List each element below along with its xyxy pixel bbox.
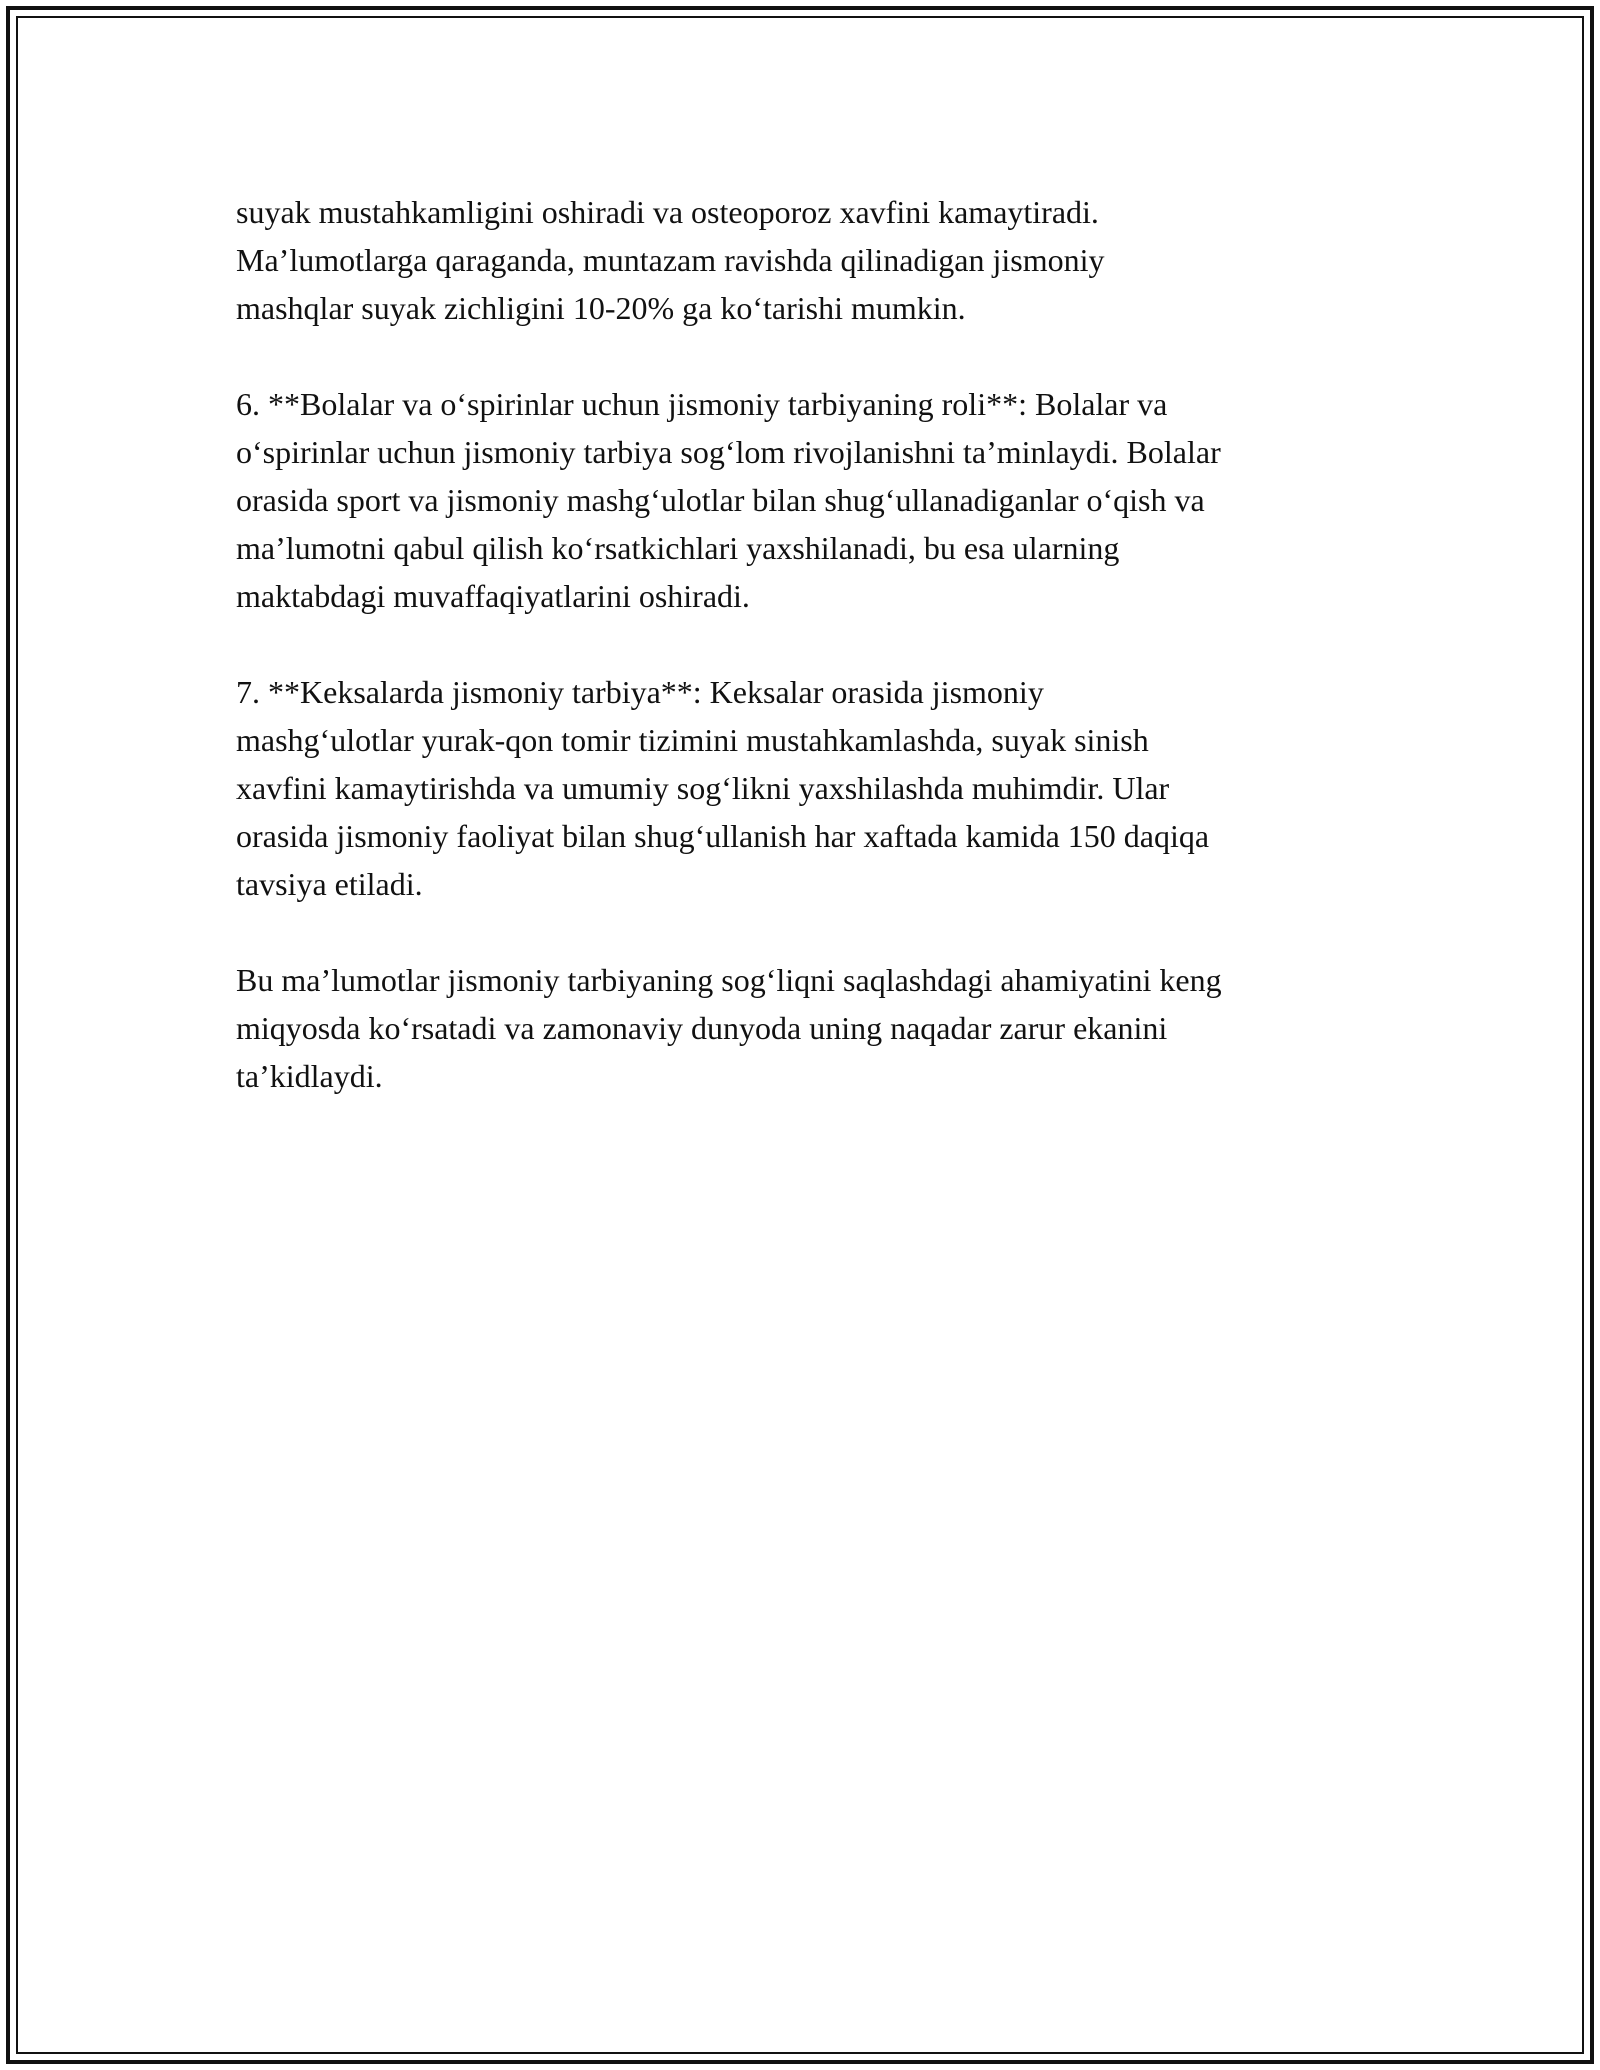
text-line: suyak mustahkamligini oshiradi va osteoporoz xavfini kamaytiradi. (236, 194, 1099, 230)
text-line: mashqlar suyak zichligini 10-20% ga ko‘tarishi mumkin. (236, 290, 966, 326)
text-line: tavsiya etiladi. (236, 866, 423, 902)
paragraph-elderly (236, 668, 1386, 908)
text-line: miqyosda ko‘rsatadi va zamonaviy dunyoda uning naqadar zarur ekanini (236, 1010, 1168, 1046)
text-line: Ma’lumotlarga qaraganda, muntazam ravishda qilinadigan jismoniy (236, 242, 1105, 278)
text-line: maktabdagi muvaffaqiyatlarini oshiradi. (236, 578, 750, 614)
text-line: xavfini kamaytirishda va umumiy sog‘likni yaxshilashda muhimdir. Ular (236, 770, 1170, 806)
paragraph-children-youth (236, 380, 1386, 620)
document-body (236, 188, 1386, 1148)
text-line: Bu ma’lumotlar jismoniy tarbiyaning sog‘liqni saqlashdagi ahamiyatini keng (236, 962, 1222, 998)
text-line: o‘spirinlar uchun jismoniy tarbiya sog‘lom rivojlanishni ta’minlaydi. Bolalar (236, 434, 1221, 470)
text-line: orasida sport va jismoniy mashg‘ulotlar bilan shug‘ullanadiganlar o‘qish va (236, 482, 1205, 518)
text-line: 7. **Keksalarda jismoniy tarbiya**: Keksalar orasida jismoniy (236, 674, 1044, 710)
paragraph-bone-strength (236, 188, 1386, 332)
text-line: mashg‘ulotlar yurak-qon tomir tizimini mustahkamlashda, suyak sinish (236, 722, 1149, 758)
text-line: ma’lumotni qabul qilish ko‘rsatkichlari yaxshilanadi, bu esa ularning (236, 530, 1120, 566)
paragraph-conclusion (236, 956, 1386, 1100)
text-line: orasida jismoniy faoliyat bilan shug‘ullanish har xaftada kamida 150 daqiqa (236, 818, 1210, 854)
text-line: 6. **Bolalar va o‘spirinlar uchun jismoniy tarbiyaning roli**: Bolalar va (236, 386, 1168, 422)
text-line: ta’kidlaydi. (236, 1058, 383, 1094)
